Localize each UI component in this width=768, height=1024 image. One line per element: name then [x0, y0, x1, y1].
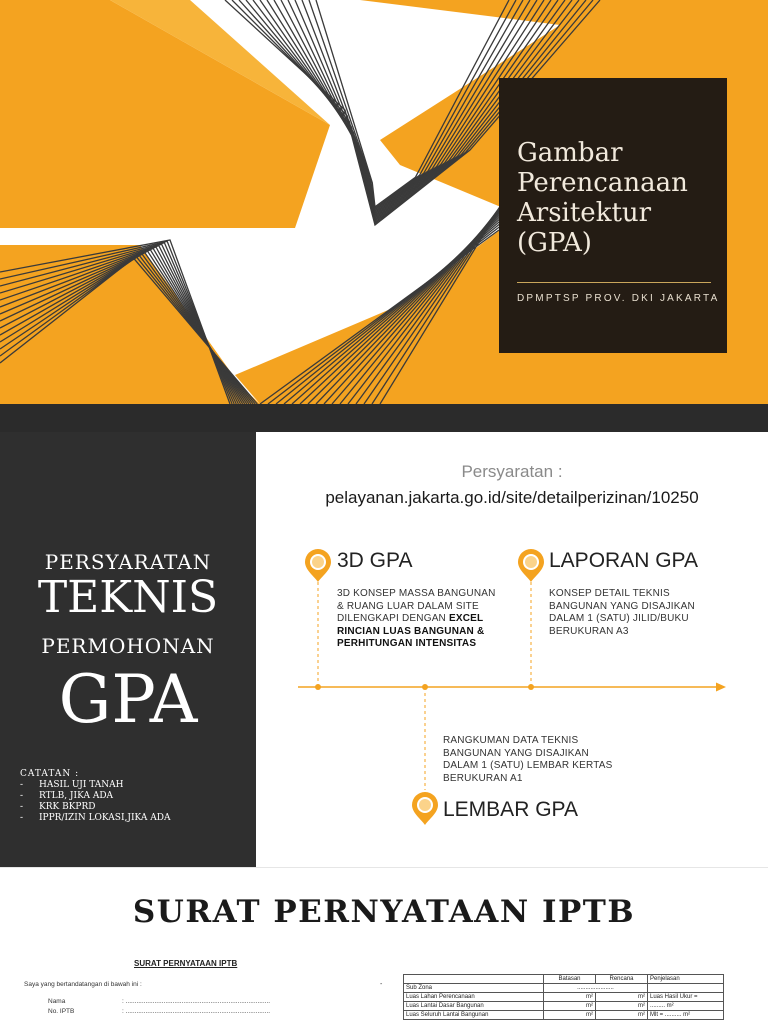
title-divider: [517, 282, 711, 283]
milestone-desc-lembar-gpa: [443, 735, 643, 785]
table-header-cell: Penjelasan: [648, 975, 724, 984]
field-label: Nama: [48, 998, 66, 1005]
desc-line: BANGUNAN YANG DISAJIKAN: [549, 600, 695, 612]
desc-line: [337, 626, 512, 639]
table-cell: Luas Seluruh Lantai Bangunan: [404, 1011, 544, 1020]
table-cell: Luas Lahan Perencanaan: [404, 993, 544, 1002]
table-row: [404, 1011, 724, 1020]
table-cell: m²: [544, 993, 596, 1002]
slide-requirements: [0, 432, 768, 867]
desc-bold-segment: PERHITUNGAN INTENSITAS: [337, 638, 477, 649]
cover-title: [517, 138, 717, 258]
cover-title-line: Perencanaan: [517, 168, 688, 198]
desc-line: DALAM 1 (SATU) LEMBAR KERTAS: [443, 760, 613, 771]
panel-line-persyaratan: PERSYARATAN: [44, 550, 212, 574]
milestone-desc-3d-gpa: [337, 588, 512, 651]
milestone-title-laporan-gpa: LAPORAN GPA: [549, 549, 698, 572]
desc-line: KONSEP DETAIL TEKNIS: [549, 588, 670, 599]
cover-title-line: Gambar: [517, 138, 623, 168]
catatan-dash: -: [20, 791, 24, 801]
catatan-dash: -: [20, 780, 24, 790]
table-cell: Luas Hasil Ukur =: [648, 993, 724, 1002]
slide-cover: [0, 0, 768, 432]
desc-bold-segment: EXCEL: [448, 613, 484, 624]
table-row: [404, 984, 724, 993]
milestone-desc-laporan-gpa: [549, 588, 739, 638]
table-cell: Luas Lantai Dasar Bangunan: [404, 1002, 544, 1011]
table-cell: [648, 984, 724, 993]
field-no-iptb: [48, 1008, 271, 1015]
timeline-dot: [315, 684, 321, 690]
panel-line-gpa: GPA: [58, 661, 198, 738]
desc-line: BERUKURAN A1: [443, 772, 523, 784]
table-cell: ......................: [544, 984, 648, 993]
field-value: : ................................................................................: [122, 1008, 271, 1015]
table-cell: m²: [544, 1002, 596, 1011]
milestone-title-lembar-gpa: LEMBAR GPA: [443, 798, 578, 821]
field-label: No. IPTB: [48, 1008, 75, 1015]
document-intro: Saya yang bertandatangan di bawah ini :: [24, 981, 142, 988]
location-pin-icon: [518, 549, 544, 582]
slide-surat-pernyataan: [0, 867, 768, 1024]
document-dash: -: [380, 981, 383, 988]
cover-subtitle: DPMPTSP PROV. DKI JAKARTA: [517, 293, 720, 304]
desc-line: RANGKUMAN DATA TEKNIS: [443, 735, 579, 746]
catatan-item-text: IPPR/IZIN LOKASI,JIKA ADA: [39, 813, 171, 823]
catatan-dash: -: [20, 802, 24, 812]
document-heading: SURAT PERNYATAAN IPTB: [134, 959, 238, 968]
catatan-item-text: RTLB, JIKA ADA: [39, 791, 114, 801]
milestone-title-3d-gpa: 3D GPA: [337, 549, 413, 572]
persyaratan-link[interactable]: pelayanan.jakarta.go.id/site/detailperizinan/10250: [325, 488, 699, 507]
table-header-cell: [404, 975, 544, 984]
persyaratan-label: Persyaratan :: [461, 462, 563, 481]
table-row: [404, 1002, 724, 1011]
catatan-dash: -: [20, 813, 24, 823]
table-cell: m²: [596, 1011, 648, 1020]
desc-line: BANGUNAN YANG DISAJIKAN: [443, 747, 589, 759]
panel-line-permohonan: PERMOHONAN: [41, 634, 215, 658]
catatan-title: CATATAN :: [20, 769, 80, 779]
timeline-dot: [422, 684, 428, 690]
desc-line: [337, 613, 512, 626]
timeline-arrow-icon: [716, 683, 726, 692]
catatan-item-text: KRK BKPRD: [39, 802, 96, 812]
desc-bold-segment: RINCIAN LUAS BANGUNAN &: [337, 625, 485, 637]
table-cell: Mlt = .......... m²: [648, 1011, 724, 1020]
orange-shape-left: [0, 0, 330, 228]
table-header-cell: Batasan: [544, 975, 596, 984]
desc-segment: DILENGKAPI DENGAN: [337, 613, 446, 624]
catatan-item-text: HASIL UJI TANAH: [39, 780, 124, 790]
timeline-dot: [528, 684, 534, 690]
desc-line: DALAM 1 (SATU) JILID/BUKU: [549, 613, 689, 624]
title-card: [499, 78, 727, 353]
cover-bottom-bar: [0, 404, 768, 432]
field-nama: [48, 998, 271, 1005]
table-cell: m²: [544, 1011, 596, 1020]
desc-line: & RUANG LUAR DALAM SITE: [337, 600, 479, 612]
location-pin-icon: [305, 549, 331, 582]
desc-line: BERUKURAN A3: [549, 625, 629, 637]
table-cell: m²: [596, 993, 648, 1002]
field-value: : ................................................................................: [122, 998, 271, 1005]
table-header-cell: Rencana: [596, 975, 648, 984]
table-row: [404, 993, 724, 1002]
location-pin-icon: [412, 792, 438, 825]
desc-line: [337, 638, 512, 651]
cover-title-line: (GPA): [517, 228, 592, 258]
table-cell: Sub Zona: [404, 984, 544, 993]
desc-line: 3D KONSEP MASSA BANGUNAN: [337, 588, 496, 599]
panel-line-teknis: TEKNIS: [37, 572, 219, 623]
table-cell: m²: [596, 1002, 648, 1011]
cover-title-line: Arsitektur: [517, 198, 652, 228]
intensity-table: [403, 974, 724, 1020]
surat-slide-title: SURAT PERNYATAAN IPTB: [132, 894, 636, 930]
table-header-row: [404, 975, 724, 984]
table-cell: ......... m²: [648, 1002, 724, 1011]
